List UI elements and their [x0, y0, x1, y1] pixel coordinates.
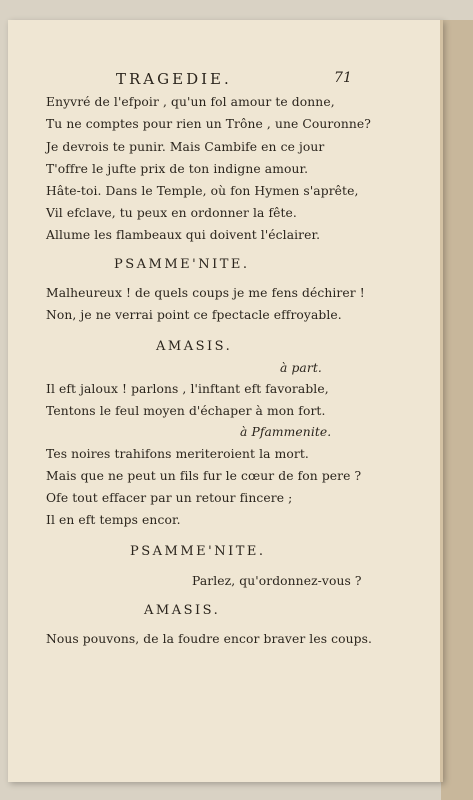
speaker-name: PSAMME'NITE.: [114, 257, 250, 272]
verse-line: Ofe tout effacer par un retour fincere ;: [46, 491, 293, 505]
stage-direction: à Pfammenite.: [240, 425, 332, 439]
speaker-name: AMASIS.: [144, 603, 221, 618]
verse-line: T'offre le jufte prix de ton indigne amour.: [46, 162, 309, 176]
verse-line: Allume les flambeaux qui doivent l'éclairer.: [46, 228, 321, 242]
verse-line: Malheureux ! de quels coups je me fens déchirer !: [46, 286, 365, 300]
speaker-name: PSAMME'NITE.: [130, 544, 266, 559]
verse-line: Enyvré de l'efpoir , qu'un fol amour te donne,: [46, 95, 335, 109]
verse-line: Tu ne comptes pour rien un Trône , une Couronne?: [46, 117, 371, 131]
verse-line: Nous pouvons, de la foudre encor braver les coups.: [46, 632, 373, 646]
verse-line: Hâte-toi. Dans le Temple, où fon Hymen s'aprête,: [46, 184, 359, 198]
stage-direction: à part.: [280, 361, 322, 375]
running-head: TRAGEDIE.: [116, 70, 232, 88]
verse-line: Parlez, qu'ordonnez-vous ?: [192, 574, 362, 588]
book-page: [8, 20, 443, 782]
verse-line: Il eft jaloux ! parlons , l'inftant eft favorable,: [46, 382, 329, 396]
verse-line: Vil efclave, tu peux en ordonner la fête.: [46, 206, 297, 220]
verse-line: Tentons le feul moyen d'échaper à mon fort.: [46, 404, 326, 418]
page-number: 71: [334, 70, 353, 86]
verse-line: Non, je ne verrai point ce fpectacle effroyable.: [46, 308, 342, 322]
verse-line: Il en eft temps encor.: [46, 513, 181, 527]
verse-line: Mais que ne peut un fils fur le cœur de fon pere ?: [46, 469, 362, 483]
speaker-name: AMASIS.: [156, 339, 233, 354]
adjacent-page-edge: [441, 20, 473, 800]
verse-line: Tes noires trahifons meriteroient la mort.: [46, 447, 309, 461]
verse-line: Je devrois te punir. Mais Cambife en ce jour: [46, 140, 325, 154]
